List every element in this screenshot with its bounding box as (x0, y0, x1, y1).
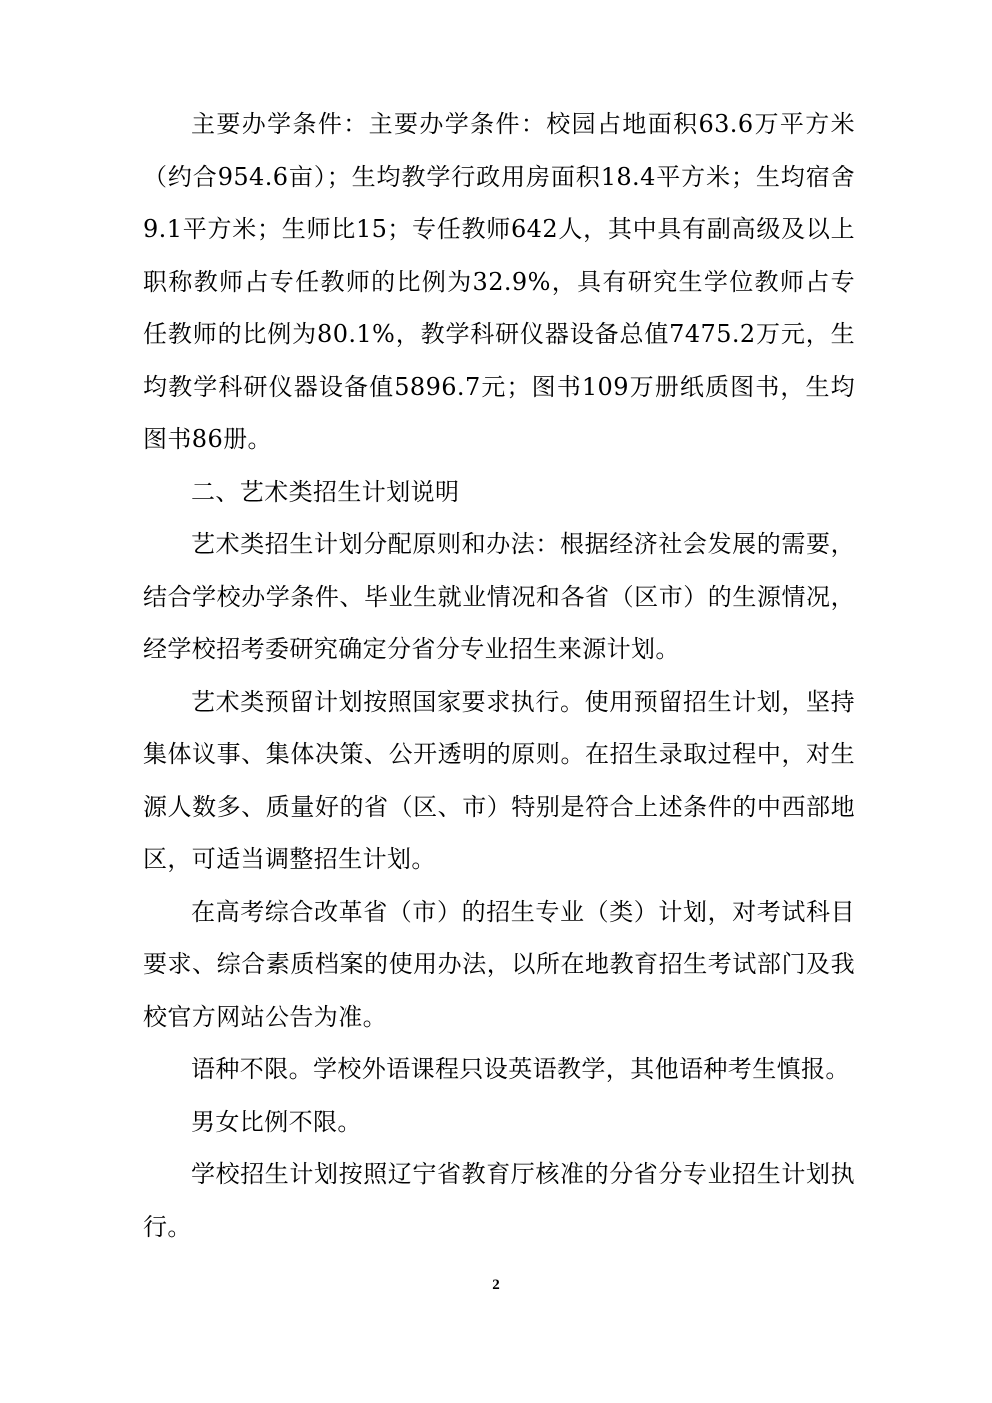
paragraph-allocation-principles: 艺术类招生计划分配原则和办法：根据经济社会发展的需要，结合学校办学条件、毕业生就业情况和各省（区市）的生源情况，经学校招考委研究确定分省分专业招生来源计划。 (143, 530, 855, 663)
document-body (143, 98, 855, 1253)
paragraph-school-conditions: 主要办学条件：主要办学条件：校园占地面积63.6万平方米（约合954.6亩）；生均教学行政用房面积18.4平方米；生均宿舍9.1平方米；生师比15；专任教师642人，其中具有副高级及以上职称教师占专任教师的比例为32.9%，具有研究生学位教师占专任教师的比例为80.1%，教学科研仪器设备总值7475.2万元，生均教学科研仪器设备值5896.7元；图书109万册纸质图书，生均图书86册。 (143, 110, 855, 453)
paragraph-reform-provinces: 在高考综合改革省（市）的招生专业（类）计划，对考试科目要求、综合素质档案的使用办法，以所在地教育招生考试部门及我校官方网站公告为准。 (143, 897, 855, 1031)
paragraph-plan-approval: 学校招生计划按照辽宁省教育厅核准的分省分专业招生计划执行。 (143, 1160, 855, 1241)
section-heading-art-admissions: 二、艺术类招生计划说明 (191, 477, 460, 506)
paragraph-language-requirement: 语种不限。学校外语课程只设英语教学，其他语种考生慎报。 (191, 1055, 850, 1083)
paragraph-gender-ratio: 男女比例不限。 (191, 1107, 362, 1136)
page-number: 2 (492, 1277, 500, 1293)
paragraph-reserved-plan: 艺术类预留计划按照国家要求执行。使用预留招生计划，坚持集体议事、集体决策、公开透明的原则。在招生录取过程中，对生源人数多、质量好的省（区、市）特别是符合上述条件的中西部地区，可适当调整招生计划。 (143, 687, 855, 873)
